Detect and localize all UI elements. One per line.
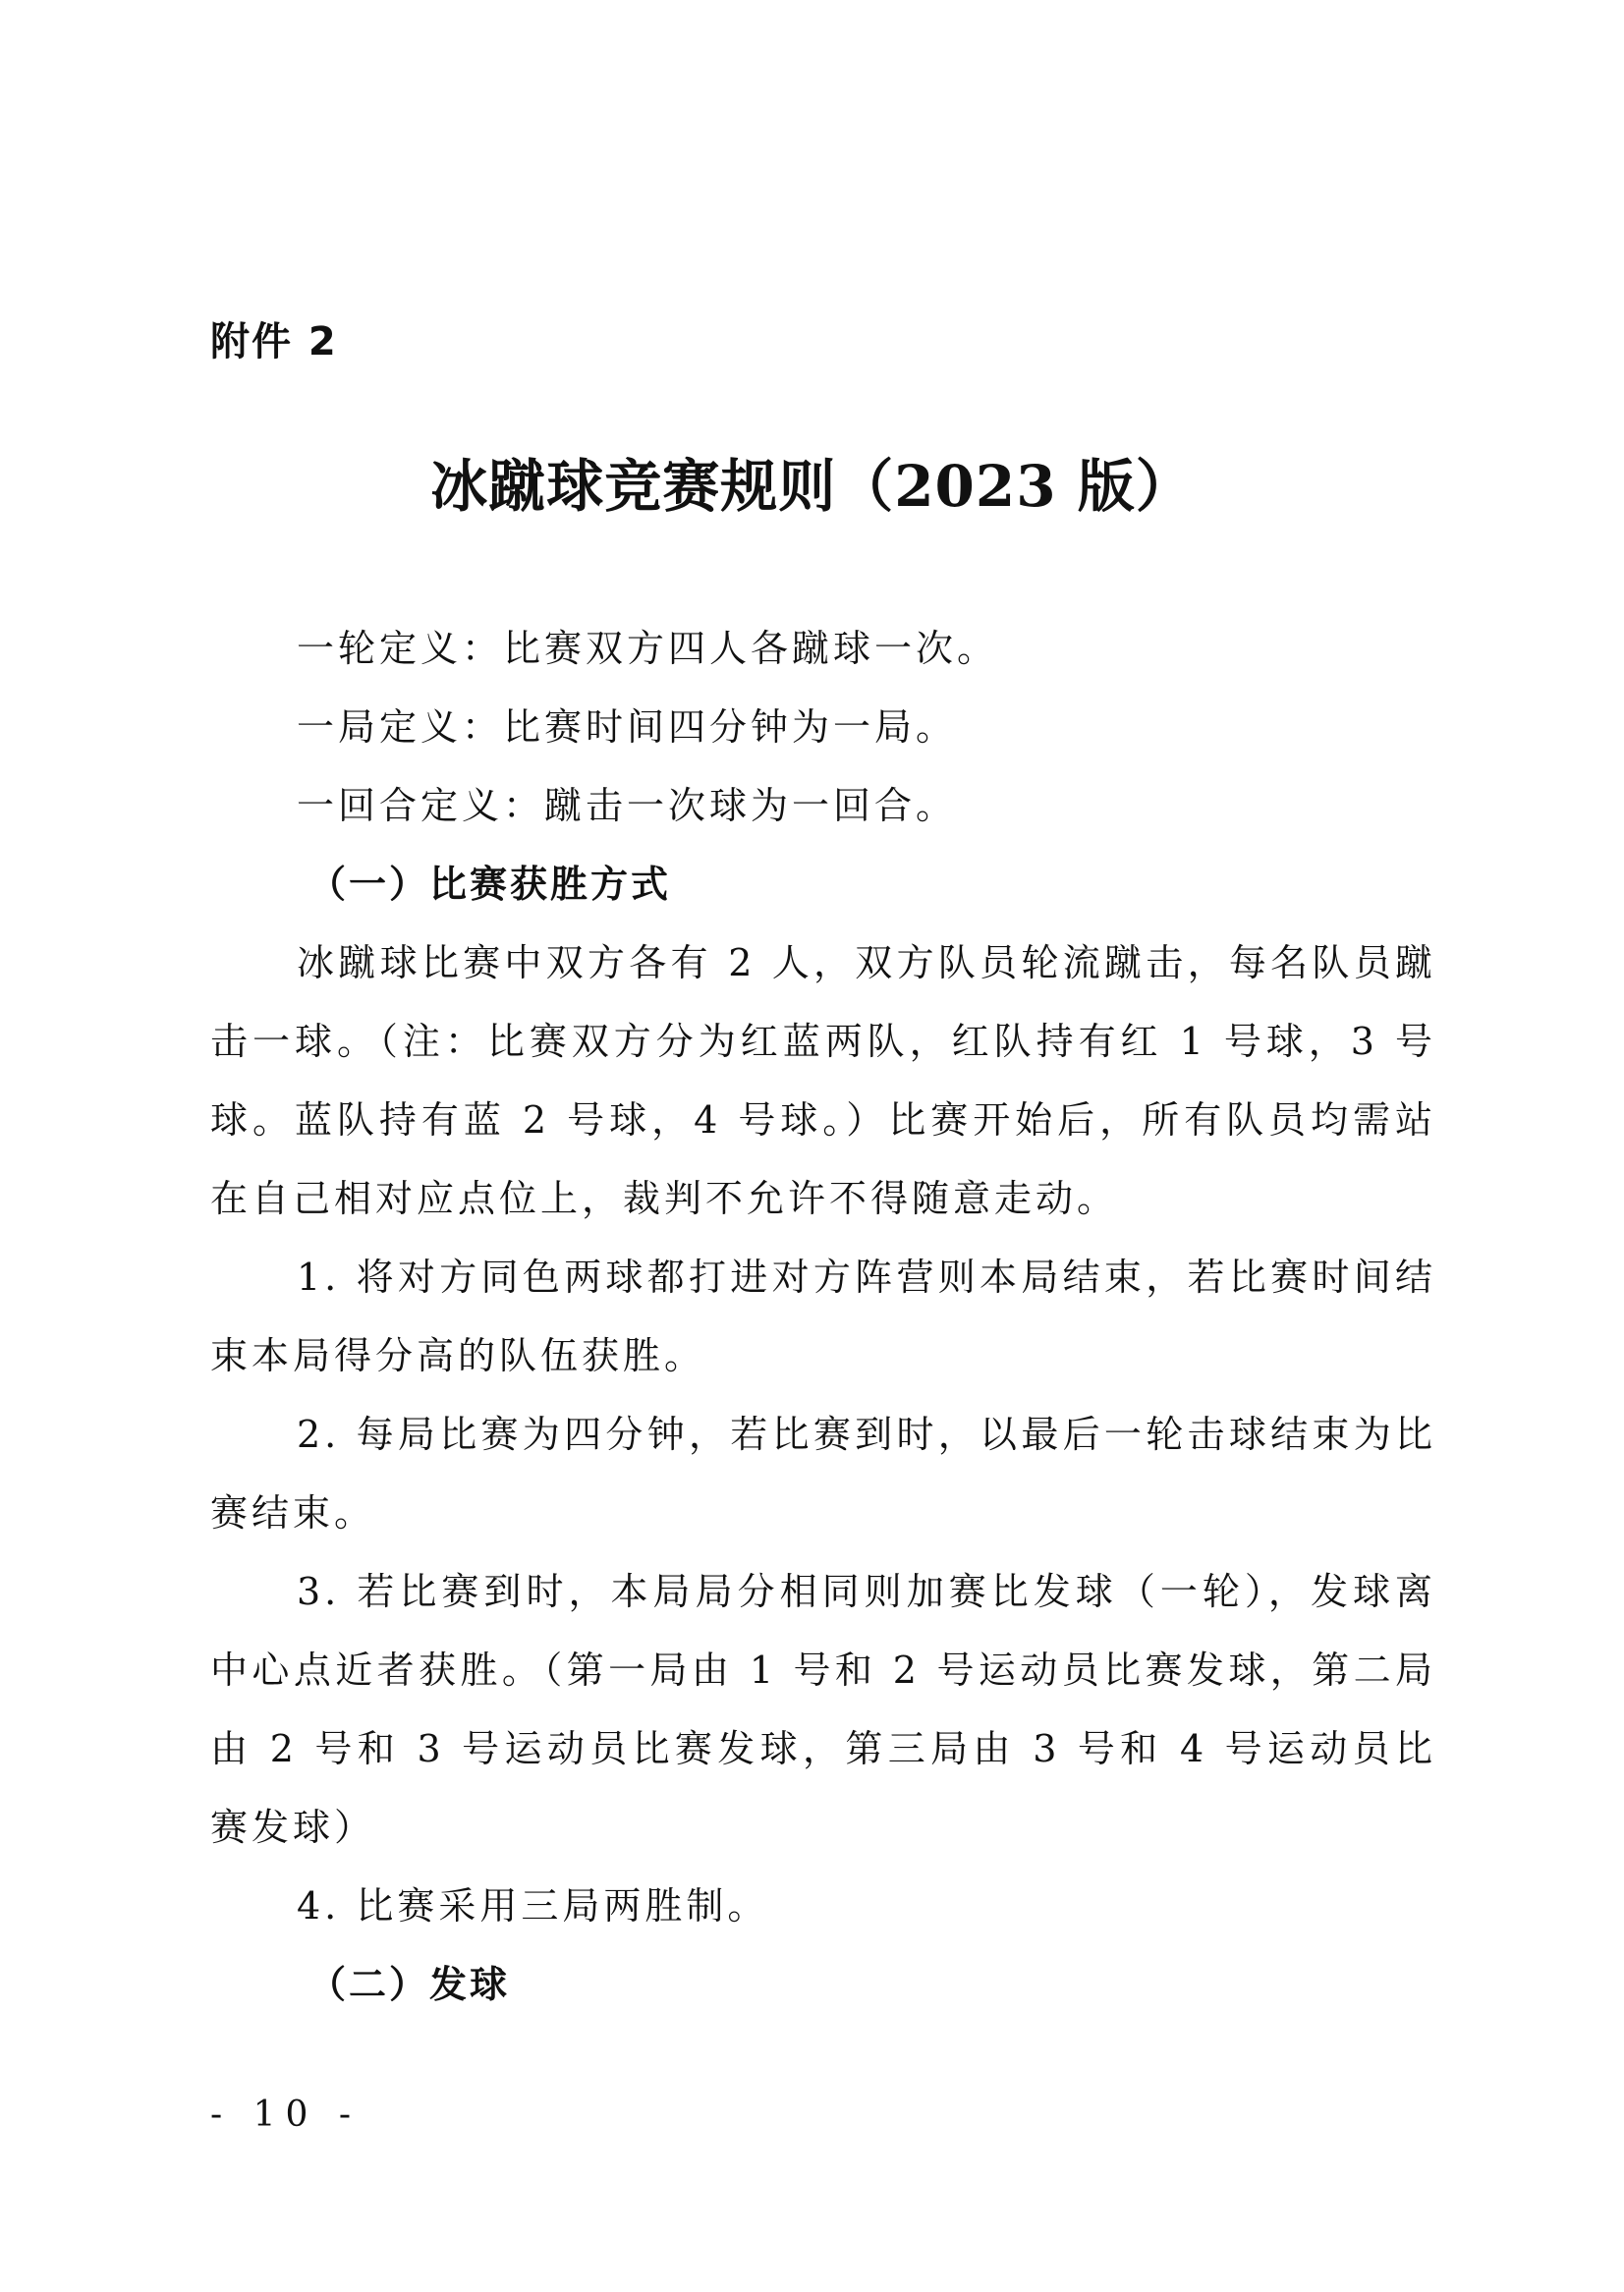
definition-turn: 一回合定义：蹴击一次球为一回合。 bbox=[297, 784, 958, 827]
rule-4: 4. 比赛采用三局两胜制。 bbox=[297, 1884, 769, 1928]
document-body bbox=[210, 609, 1436, 2024]
definition-game: 一局定义：比赛时间四分钟为一局。 bbox=[297, 705, 958, 749]
document-title: 冰蹴球竞赛规则（2023 版） bbox=[430, 453, 1194, 520]
attachment-label: 附件 2 bbox=[210, 319, 338, 364]
section-heading-serve: （二）发球 bbox=[308, 1963, 511, 2006]
rule-3: 3. 若比赛到时，本局局分相同则加赛比发球（一轮），发球离中心点近者获胜。（第一局由 1 号和 2 号运动员比赛发球，第二局由 2 号和 3 号运动员比赛发球，第三局由 3 号和 4 号运动员比赛发球） bbox=[210, 1570, 1436, 1849]
rule-1: 1. 将对方同色两球都打进对方阵营则本局结束，若比赛时间结束本局得分高的队伍获胜。 bbox=[210, 1256, 1436, 1377]
definition-round: 一轮定义：比赛双方四人各蹴球一次。 bbox=[297, 627, 999, 670]
section-heading-winning: （一）比赛获胜方式 bbox=[308, 863, 672, 906]
rule-2: 2. 每局比赛为四分钟，若比赛到时，以最后一轮击球结束为比赛结束。 bbox=[210, 1413, 1436, 1535]
section-intro-paragraph: 冰蹴球比赛中双方各有 2 人，双方队员轮流蹴击，每名队员蹴击一球。（注：比赛双方分为红蓝两队，红队持有红 1 号球，3 号球。蓝队持有蓝 2 号球，4 号球。）比赛开始后，所有队员均需站在自己相对应点位上，裁判不允许不得随意走动。 bbox=[210, 941, 1436, 1220]
page-number: - 10 - bbox=[210, 2095, 362, 2135]
